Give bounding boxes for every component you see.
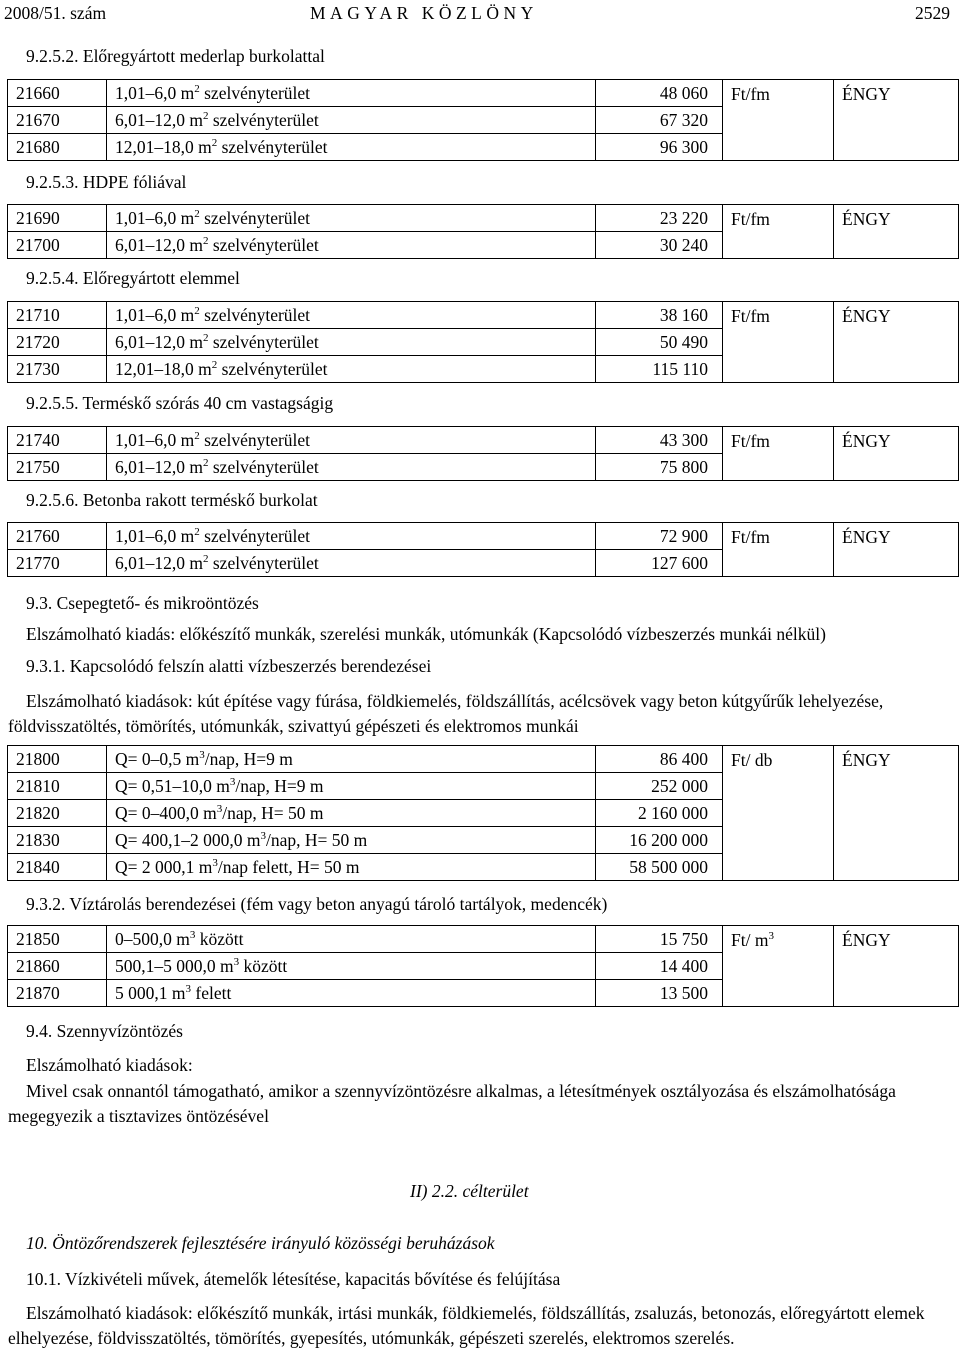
item-price: 96 300	[596, 134, 723, 161]
item-description: Q= 0–400,0 $m^3$/nap, H= 50 m	[107, 800, 596, 827]
section-title: 9.4. Szennyvízöntözés	[26, 1021, 183, 1041]
unit: Ft/fm	[723, 302, 834, 383]
page-header	[0, 0, 960, 26]
journal-title: MAGYAR KÖZLÖNY	[310, 3, 538, 23]
item-description: 12,01–18,0 $m^2$ szelvényterület	[107, 356, 596, 383]
price-table	[7, 301, 959, 383]
price-table	[7, 426, 959, 481]
support-type: ÉNGY	[834, 746, 959, 881]
section-title: 9.3.1. Kapcsolódó felszín alatti vízbeszerzés berendezései	[26, 656, 432, 676]
item-code: 21700	[8, 232, 107, 259]
item-code: 21720	[8, 329, 107, 356]
item-code: 21710	[8, 302, 107, 329]
item-description: 1,01–6,0 $m^2$ szelvényterület	[107, 205, 596, 232]
item-code: 21680	[8, 134, 107, 161]
item-code: 21660	[8, 80, 107, 107]
support-type: ÉNGY	[834, 302, 959, 383]
item-description: 6,01–12,0 $m^2$ szelvényterület	[107, 232, 596, 259]
unit: Ft/fm	[723, 205, 834, 259]
item-code: 21860	[8, 953, 107, 980]
item-price: 72 900	[596, 523, 723, 550]
unit: Ft/fm	[723, 523, 834, 577]
support-type: ÉNGY	[834, 926, 959, 1007]
eligible-costs-text: Elszámolható kiadás: előkészítő munkák, szerelési munkák, utómunkák (Kapcsolódó vízbeszerzés munkái nélkül)	[26, 624, 826, 644]
price-table	[7, 204, 959, 259]
section-title: 9.2.5.2. Előregyártott mederlap burkolattal	[26, 46, 325, 66]
item-price: 75 800	[596, 454, 723, 481]
section-title: 9.3. Csepegtető- és mikroöntözés	[26, 593, 259, 613]
price-table	[7, 79, 959, 161]
item-description: 5 000,1 $m^3$ felett	[107, 980, 596, 1007]
item-price: 30 240	[596, 232, 723, 259]
price-table	[7, 745, 959, 881]
item-price: 86 400	[596, 746, 723, 773]
item-description: 6,01–12,0 $m^2$ szelvényterület	[107, 454, 596, 481]
item-price: 48 060	[596, 80, 723, 107]
item-description: 1,01–6,0 $m^2$ szelvényterület	[107, 427, 596, 454]
eligible-costs-text: Elszámolható kiadások: kút építése vagy fúrása, földkiemelés, földszállítás, acélcsövek vagy beton kútgyűrűk lehelyezése, földvisszatöltés, tömörítés, utómunkák, szivattyú gépészeti és elektromos munkái	[8, 691, 884, 736]
item-description: 6,01–12,0 $m^2$ szelvényterület	[107, 107, 596, 134]
item-description: Q= 2 000,1 $m^3$/nap felett, H= 50 m	[107, 854, 596, 881]
item-code: 21750	[8, 454, 107, 481]
eligible-costs-label: Elszámolható kiadások:	[26, 1055, 193, 1075]
item-code: 21810	[8, 773, 107, 800]
item-price: 38 160	[596, 302, 723, 329]
item-description: Q= 0–0,5 $m^3$/nap, H=9 m	[107, 746, 596, 773]
item-price: 13 500	[596, 980, 723, 1007]
section-title: 9.2.5.5. Terméskő szórás 40 cm vastagságig	[26, 393, 334, 413]
item-code: 21830	[8, 827, 107, 854]
item-price: 15 750	[596, 926, 723, 953]
issue-number: 2008/51. szám	[4, 3, 107, 23]
item-price: 67 320	[596, 107, 723, 134]
table-row	[8, 746, 959, 773]
item-code: 21760	[8, 523, 107, 550]
support-type: ÉNGY	[834, 205, 959, 259]
support-type: ÉNGY	[834, 427, 959, 481]
item-price: 43 300	[596, 427, 723, 454]
item-description: 0–500,0 $m^3$ között	[107, 926, 596, 953]
item-price: 252 000	[596, 773, 723, 800]
page-number: 2529	[915, 3, 950, 23]
item-price: 50 490	[596, 329, 723, 356]
table-row	[8, 80, 959, 107]
price-table	[7, 522, 959, 577]
chapter-title: 10. Öntözőrendszerek fejlesztésére irányuló közösségi beruházások	[26, 1233, 495, 1253]
item-code: 21840	[8, 854, 107, 881]
item-description: 6,01–12,0 $m^2$ szelvényterület	[107, 329, 596, 356]
item-description: Q= 0,51–10,0 $m^3$/nap, H=9 m	[107, 773, 596, 800]
item-description: 1,01–6,0 $m^2$ szelvényterület	[107, 523, 596, 550]
table-row	[8, 302, 959, 329]
item-price: 16 200 000	[596, 827, 723, 854]
section-title: 10.1. Vízkivételi művek, átemelők létesítése, kapacitás bővítése és felújítása	[26, 1269, 561, 1289]
item-description: Q= 400,1–2 000,0 $m^3$/nap, H= 50 m	[107, 827, 596, 854]
item-code: 21870	[8, 980, 107, 1007]
item-description: 6,01–12,0 $m^2$ szelvényterület	[107, 550, 596, 577]
section-title: 9.2.5.4. Előregyártott elemmel	[26, 268, 240, 288]
eligible-costs-text: Elszámolható kiadások: előkészítő munkák, irtási munkák, földkiemelés, földszállítás, zsaluzás, betonozás, előregyártott elemek elhelyezése, földvisszatöltés, tömörítés, gyepesítés, utómunkák, gépészeti szerelés, elektromos szerelés.	[8, 1303, 925, 1348]
item-code: 21850	[8, 926, 107, 953]
unit: Ft/fm	[723, 80, 834, 161]
item-code: 21740	[8, 427, 107, 454]
unit: Ft/ db	[723, 746, 834, 881]
table-row	[8, 205, 959, 232]
item-code: 21820	[8, 800, 107, 827]
eligible-costs-text: Mivel csak onnantól támogatható, amikor a szennyvízöntözésre alkalmas, a létesítmények osztályozása és elszámolhatósága megegyezik a tisztavizes öntözésével	[8, 1081, 896, 1126]
item-code: 21770	[8, 550, 107, 577]
item-price: 127 600	[596, 550, 723, 577]
item-description: 1,01–6,0 $m^2$ szelvényterület	[107, 302, 596, 329]
item-description: 12,01–18,0 $m^2$ szelvényterület	[107, 134, 596, 161]
section-title: 9.2.5.3. HDPE fóliával	[26, 172, 187, 192]
item-code: 21670	[8, 107, 107, 134]
unit: Ft/ $m^3$	[723, 926, 834, 1007]
item-description: 1,01–6,0 $m^2$ szelvényterület	[107, 80, 596, 107]
section-title: 9.3.2. Víztárolás berendezései (fém vagy beton anyagú tároló tartályok, medencék)	[26, 894, 608, 914]
support-type: ÉNGY	[834, 80, 959, 161]
table-row	[8, 427, 959, 454]
support-type: ÉNGY	[834, 523, 959, 577]
item-code: 21730	[8, 356, 107, 383]
price-table	[7, 925, 959, 1007]
section-title: 9.2.5.6. Betonba rakott terméskő burkolat	[26, 490, 318, 510]
item-price: 115 110	[596, 356, 723, 383]
item-code: 21690	[8, 205, 107, 232]
table-row	[8, 523, 959, 550]
item-price: 58 500 000	[596, 854, 723, 881]
item-price: 2 160 000	[596, 800, 723, 827]
item-description: 500,1–5 000,0 $m^3$ között	[107, 953, 596, 980]
item-price: 23 220	[596, 205, 723, 232]
unit: Ft/fm	[723, 427, 834, 481]
table-row	[8, 926, 959, 953]
target-area-title: II) 2.2. célterület	[410, 1181, 529, 1201]
item-price: 14 400	[596, 953, 723, 980]
item-code: 21800	[8, 746, 107, 773]
